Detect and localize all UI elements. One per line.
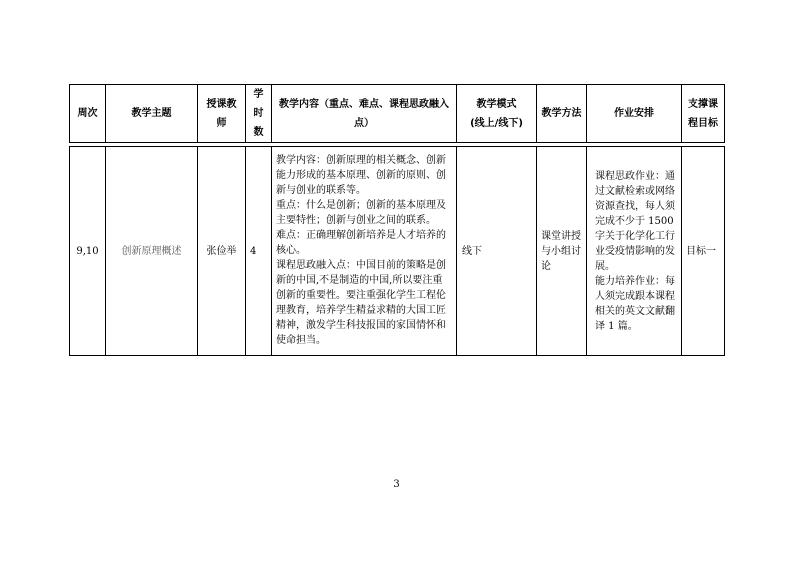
- header-week: 周次: [70, 85, 106, 143]
- row-method: 课堂讲授与小组讨论: [537, 147, 587, 356]
- row-mode: 线下: [457, 147, 537, 356]
- content-keypoints: 重点：什么是创新；创新的基本原理及主要特性；创新与创业之间的联系。: [276, 200, 446, 226]
- header-mode-line1: 教学模式: [476, 98, 517, 110]
- row-homework: [587, 147, 682, 356]
- homework-ability: 能力培养作业：每人须完成跟本课程相关的英文文献翻译 1 篇。: [595, 275, 675, 332]
- content-ideology: 课程思政融入点：中国目前的策略是创新的中国,不是制造的中国,所以要注重创新的重要性。要注重强化学生工程伦理教育，培养学生精益求精的大国工匠精神，激发学生科技报国的家国情怀和使命担当。: [276, 260, 446, 346]
- header-content: 教学内容（重点、难点、课程思政融入点）: [272, 85, 457, 143]
- row-hours: 4: [246, 147, 272, 356]
- row-goal: 目标一: [682, 147, 725, 356]
- header-row: [70, 85, 725, 143]
- header-mode: [457, 85, 537, 143]
- content-difficulties: 难点：正确理解创新培养是人才培养的核心。: [276, 230, 446, 256]
- row-topic: 创新原理概述: [106, 147, 198, 356]
- content-teaching: 教学内容：创新原理的相关概念、创新能力形成的基本原理、创新的原则、创新与创业的联系等。: [276, 155, 446, 196]
- header-hours: 学时数: [246, 85, 272, 143]
- row-teacher: 张俭举: [198, 147, 246, 356]
- header-homework: 作业安排: [587, 85, 682, 143]
- table-row: [70, 147, 725, 356]
- row-week: 9,10: [70, 147, 106, 356]
- header-method: 教学方法: [537, 85, 587, 143]
- row-content: [272, 147, 457, 356]
- header-topic: 教学主题: [106, 85, 198, 143]
- homework-ideology: 课程思政作业：通过文献检索或网络资源查找，每人须完成不少于 1500 字关于化学化工行业受疫情影响的发展。: [595, 170, 675, 272]
- page-number: 3: [393, 479, 400, 490]
- schedule-header-table: [69, 84, 725, 143]
- schedule-body-table: [69, 146, 725, 356]
- header-mode-line2: (线上/线下): [470, 117, 523, 129]
- header-teacher: 授课教师: [198, 85, 246, 143]
- header-goal: 支撑课程目标: [682, 85, 725, 143]
